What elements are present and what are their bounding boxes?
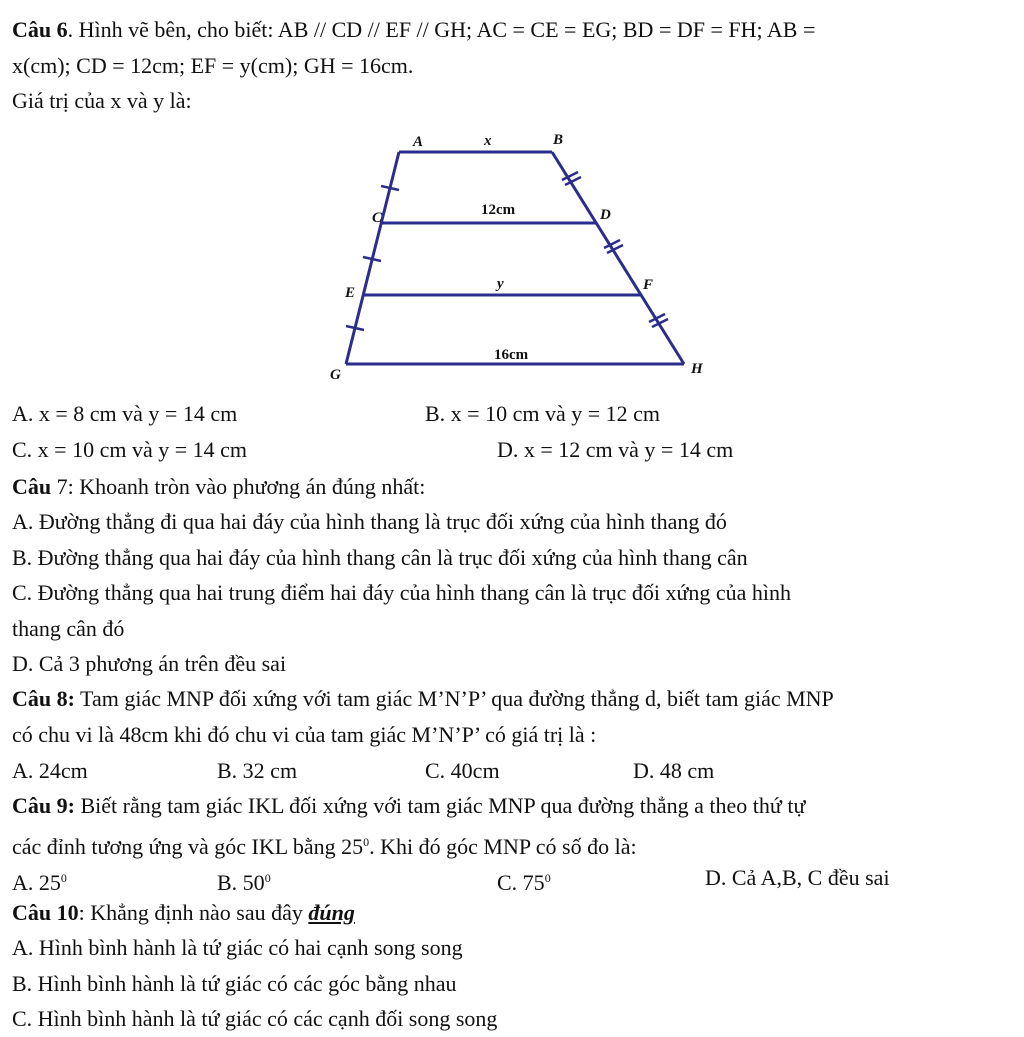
q9-text2-end: . Khi đó góc MNP có số đo là: xyxy=(369,834,637,859)
point-e: E xyxy=(345,285,356,301)
q8-option-b[interactable]: B. 32 cm xyxy=(217,758,298,783)
q9-option-d[interactable]: D. Cả A,B, C đều sai xyxy=(705,865,890,890)
point-b: B xyxy=(553,132,564,148)
q8-label: Câu 8: xyxy=(12,686,75,711)
q10-option-a[interactable]: A. Hình bình hành là tứ giác có hai cạnh song song xyxy=(12,935,463,960)
q7-title xyxy=(12,474,425,500)
q10-label: Câu 10 xyxy=(12,900,79,925)
q7-option-d[interactable]: D. Cả 3 phương án trên đều sai xyxy=(12,651,287,676)
q7-option-a[interactable]: A. Đường thẳng đi qua hai đáy của hình thang là trục đối xứng của hình thang đó xyxy=(12,509,727,534)
q7-label: Câu xyxy=(12,474,52,499)
q9-option-a[interactable] xyxy=(12,865,67,896)
q7-option-b[interactable]: B. Đường thẳng qua hai đáy của hình thang cân là trục đối xứng của hình thang cân xyxy=(12,545,748,570)
q6-option-a[interactable]: A. x = 8 cm và y = 14 cm xyxy=(12,401,238,426)
q6-option-c[interactable]: C. x = 10 cm và y = 14 cm xyxy=(12,437,248,462)
q7-option-c[interactable]: C. Đường thẳng qua hai trung điểm hai đáy của hình thang cân là trục đối xứng của hình xyxy=(12,580,792,605)
point-g: G xyxy=(330,367,341,383)
q8-text1: Tam giác MNP đối xứng với tam giác M’N’P’ qua đường thẳng d, biết tam giác MNP xyxy=(74,686,834,711)
q10-option-c[interactable]: C. Hình bình hành là tứ giác có các cạnh đối song song xyxy=(12,1006,498,1031)
degree-sup: 0 xyxy=(264,871,271,885)
q8-option-d[interactable]: D. 48 cm xyxy=(633,758,715,783)
q8-option-a[interactable]: A. 24cm xyxy=(12,758,88,783)
q6-line3: Giá trị của x và y là: xyxy=(12,88,192,113)
label-x: x xyxy=(484,133,492,149)
q9-option-b[interactable] xyxy=(217,865,271,896)
q6-label: Câu 6 xyxy=(12,17,68,42)
label-y: y xyxy=(497,276,504,292)
q8-line2: có chu vi là 48cm khi đó chu vi của tam giác M’N’P’ có giá trị là : xyxy=(12,722,597,747)
degree-sup: 0 xyxy=(363,835,370,849)
q9-option-a-text: A. 25 xyxy=(12,870,61,895)
q6-text1: . Hình vẽ bên, cho biết: AB // CD // EF // GH; AC = CE = EG; BD = DF = FH; AB = xyxy=(67,17,816,42)
q9-option-c[interactable] xyxy=(497,865,551,896)
q6-line2: x(cm); CD = 12cm; EF = y(cm); GH = 16cm. xyxy=(12,53,414,78)
point-d: D xyxy=(600,207,611,223)
q9-option-c-text: C. 75 xyxy=(497,870,545,895)
q8-option-c[interactable]: C. 40cm xyxy=(425,758,500,783)
q9-line2 xyxy=(12,829,637,860)
q6-option-b[interactable]: B. x = 10 cm và y = 12 cm xyxy=(425,401,661,426)
point-f: F xyxy=(643,277,654,293)
point-a: A xyxy=(413,134,424,150)
label-12cm: 12cm xyxy=(481,202,516,218)
q9-line1 xyxy=(12,793,805,819)
q9-text1: Biết rằng tam giác IKL đối xứng với tam giác MNP qua đường thẳng a theo thứ tự xyxy=(74,793,806,818)
q6-option-d[interactable]: D. x = 12 cm và y = 14 cm xyxy=(497,437,734,462)
q9-text2: các đỉnh tương ứng và góc IKL bằng 25 xyxy=(12,834,364,859)
degree-sup: 0 xyxy=(60,871,67,885)
q9-option-b-text: B. 50 xyxy=(217,870,265,895)
q10-title-text: : Khẳng định nào sau đây xyxy=(78,900,309,925)
degree-sup: 0 xyxy=(544,871,551,885)
q10-title xyxy=(12,900,355,926)
q10-emphasis: đúng xyxy=(308,900,355,925)
q8-line1 xyxy=(12,686,834,712)
q9-label: Câu 9: xyxy=(12,793,75,818)
q7-option-c-cont: thang cân đó xyxy=(12,616,125,641)
label-16cm: 16cm xyxy=(494,347,529,363)
point-h: H xyxy=(691,361,703,377)
q10-option-b[interactable]: B. Hình bình hành là tứ giác có các góc bằng nhau xyxy=(12,971,457,996)
segment-bh xyxy=(552,152,684,364)
q7-title-text: 7: Khoanh tròn vào phương án đúng nhất: xyxy=(51,474,426,499)
point-c: C xyxy=(372,210,383,226)
